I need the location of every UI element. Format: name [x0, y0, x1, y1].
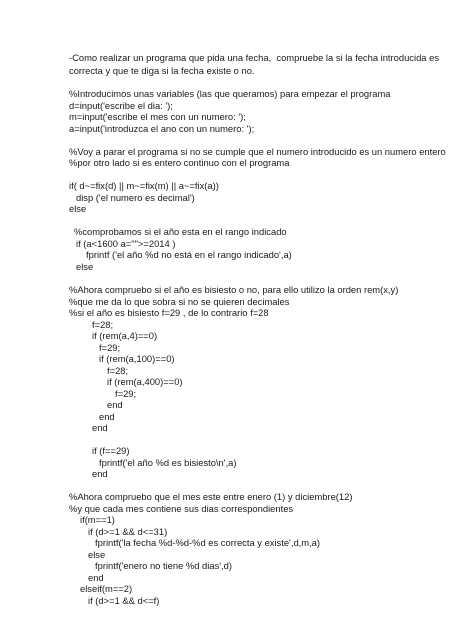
code-line: if (d>=1 && d<=f) — [88, 595, 160, 606]
code-line: else — [69, 203, 87, 214]
comment-line: %que me da lo que sobra si no se quieren decimales — [69, 296, 290, 307]
comment-line: %Voy a parar el programa si no se cumple que el numero introducido es un numero entero — [69, 146, 446, 157]
code-line: if (d>=1 && d<=31) — [88, 526, 168, 537]
code-line: end — [107, 399, 123, 410]
code-line: fprintf('la fecha %d-%d-%d es correcta y existe',d,m,a) — [95, 537, 321, 548]
comment-line: %Introducimos unas variables (las que queramos) para empezar el programa — [69, 88, 391, 99]
code-line: else — [88, 549, 106, 560]
code-line: fprintf('el año %d es bisiesto\n',a) — [99, 457, 237, 468]
code-line: end — [92, 422, 108, 433]
code-line: fprintf('enero no tiene %d dias',d) — [95, 560, 232, 571]
code-line: d=input('escribe el dia: '); — [69, 100, 173, 111]
code-line: fprintf ('el año %d no está en el rango indicado',a) — [86, 249, 292, 260]
code-line: disp ('el numero es decimal') — [76, 192, 195, 203]
code-line: f=29; — [115, 388, 137, 399]
comment-line: %Ahora compruebo si el año es bisiesto o no, para ello utilizo la orden rem(x,y) — [69, 284, 399, 295]
code-line: elseif(m==2) — [80, 583, 133, 594]
code-line: end — [88, 572, 104, 583]
code-line: end — [99, 411, 115, 422]
code-line: f=28; — [107, 365, 129, 376]
code-line: f=28; — [92, 319, 114, 330]
code-line: m=input('escribe el mes con un numero: '); — [69, 111, 246, 122]
code-line: f=29; — [99, 342, 121, 353]
code-line: if (rem(a,4)==0) — [92, 330, 158, 341]
code-line: if (a<1600 a="">=2014 ) — [76, 238, 176, 249]
comment-line: %comprobamos si el año esta en el rango indicado — [74, 226, 287, 237]
code-line: if (rem(a,400)==0) — [107, 376, 183, 387]
code-line: a=input('introduzca el ano con un numero: '); — [69, 123, 255, 134]
comment-line: %si el año es bisiesto f=29 , de lo contrario f=28 — [69, 307, 269, 318]
title-line-2: correcta y que te diga si la fecha existe o no. — [69, 65, 255, 76]
code-line: if (f==29) — [92, 445, 130, 456]
title-line-1: -Como realizar un programa que pida una fecha, compruebe la si la fecha introducida es — [69, 52, 440, 63]
comment-line: %Ahora compruebo que el mes este entre enero (1) y diciembre(12) — [69, 491, 353, 502]
code-line: end — [92, 468, 108, 479]
comment-line: %y que cada mes contiene sus dias correspondientes — [69, 503, 294, 514]
code-line: else — [76, 261, 94, 272]
code-line: if (rem(a,100)==0) — [99, 353, 175, 364]
code-line: if(m==1) — [80, 514, 115, 525]
code-line: if( d~=fix(d) || m~=fix(m) || a~=fix(a)) — [69, 180, 219, 191]
comment-line: %por otro lado si es entero continuo con el programa — [69, 157, 290, 168]
